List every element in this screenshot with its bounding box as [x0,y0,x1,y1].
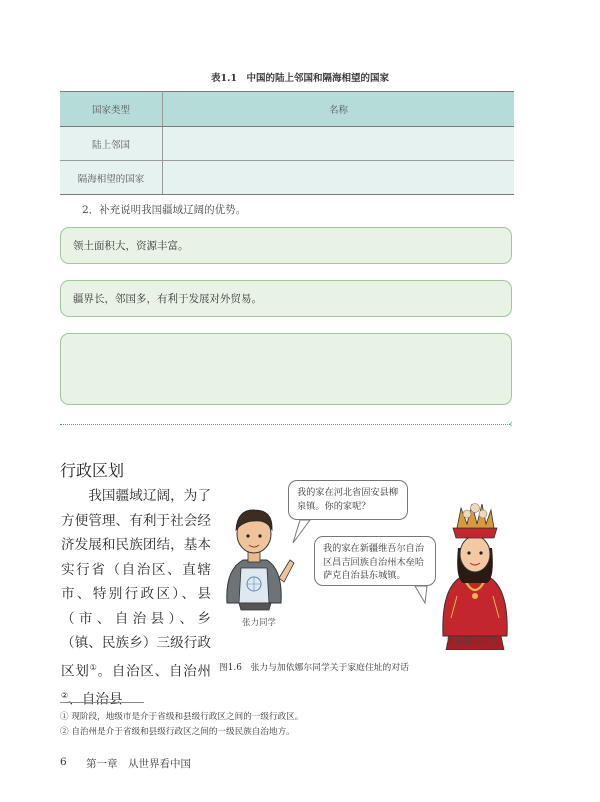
table-row [60,161,514,195]
footnote-ref: ① [89,662,98,672]
footnote: ② 自治州是介于省级和县级行政区之间的一级民族自治地方。 [60,727,295,737]
neighbor-countries-table [60,91,514,195]
section-title: 行政区划 [60,461,125,480]
answer-text: 领土面积大，资源丰富。 [73,240,189,252]
table-cell-blank [163,127,515,161]
table-caption: 表1.1 中国的陆上邻国和隔海相望的国家 [210,73,390,84]
answer-box-1 [60,227,512,264]
boy-name-label: 张力同学 [242,618,277,628]
dotted-divider [60,424,510,425]
body-text: 我国疆域辽阔，为了方便管理、有利于社会经济发展和民族团结，基本实行省（自治区、直辖市、特别行政区）、县（市、自治县）、乡（镇、民族乡）三级行政区划 [61,488,211,680]
speech-bubble-girl: 我的家在新疆维吾尔自治区昌吉回族自治州木垒哈萨克自治县东城镇。 [314,536,436,586]
table-cell: 隔海相望的国家 [60,161,163,195]
table-header-row [60,92,514,127]
footnote: ① 现阶段，地级市是介于省级和县级行政区之间的一级行政区。 [60,712,304,722]
arrow-icon: ‹ [509,419,513,430]
answer-text: 疆界长，邻国多，有利于发展对外贸易。 [73,293,262,305]
girl-figure [443,504,507,651]
chapter-title: 第一章 从世界看中国 [86,758,191,770]
answer-box-2 [60,280,512,317]
boy-figure [227,510,294,610]
table-cell-blank [163,161,515,195]
speech-bubble-boy: 我的家在河北省固安县柳泉镇。你的家呢？ [288,480,408,520]
body-text: 、自治县 [68,691,123,708]
table-header-cell: 国家类型 [60,92,163,127]
section-body [61,484,211,712]
answer-box-3 [60,333,512,405]
body-text: 。自治区、自治州 [97,663,212,680]
table-header-cell: 名称 [163,92,515,127]
question-2: 2．补充说明我国疆域辽阔的优势。 [82,204,247,216]
girl-name-label: 加依娜尔同学 [446,637,498,647]
footnote-divider [60,702,144,703]
footnote-ref: ② [61,690,69,700]
figure-caption: 图1.6 张力与加依娜尔同学关于家庭住址的对话 [219,663,409,673]
page-number: 6 [60,756,67,768]
table-row [60,127,514,161]
table-cell: 陆上邻国 [60,127,163,161]
